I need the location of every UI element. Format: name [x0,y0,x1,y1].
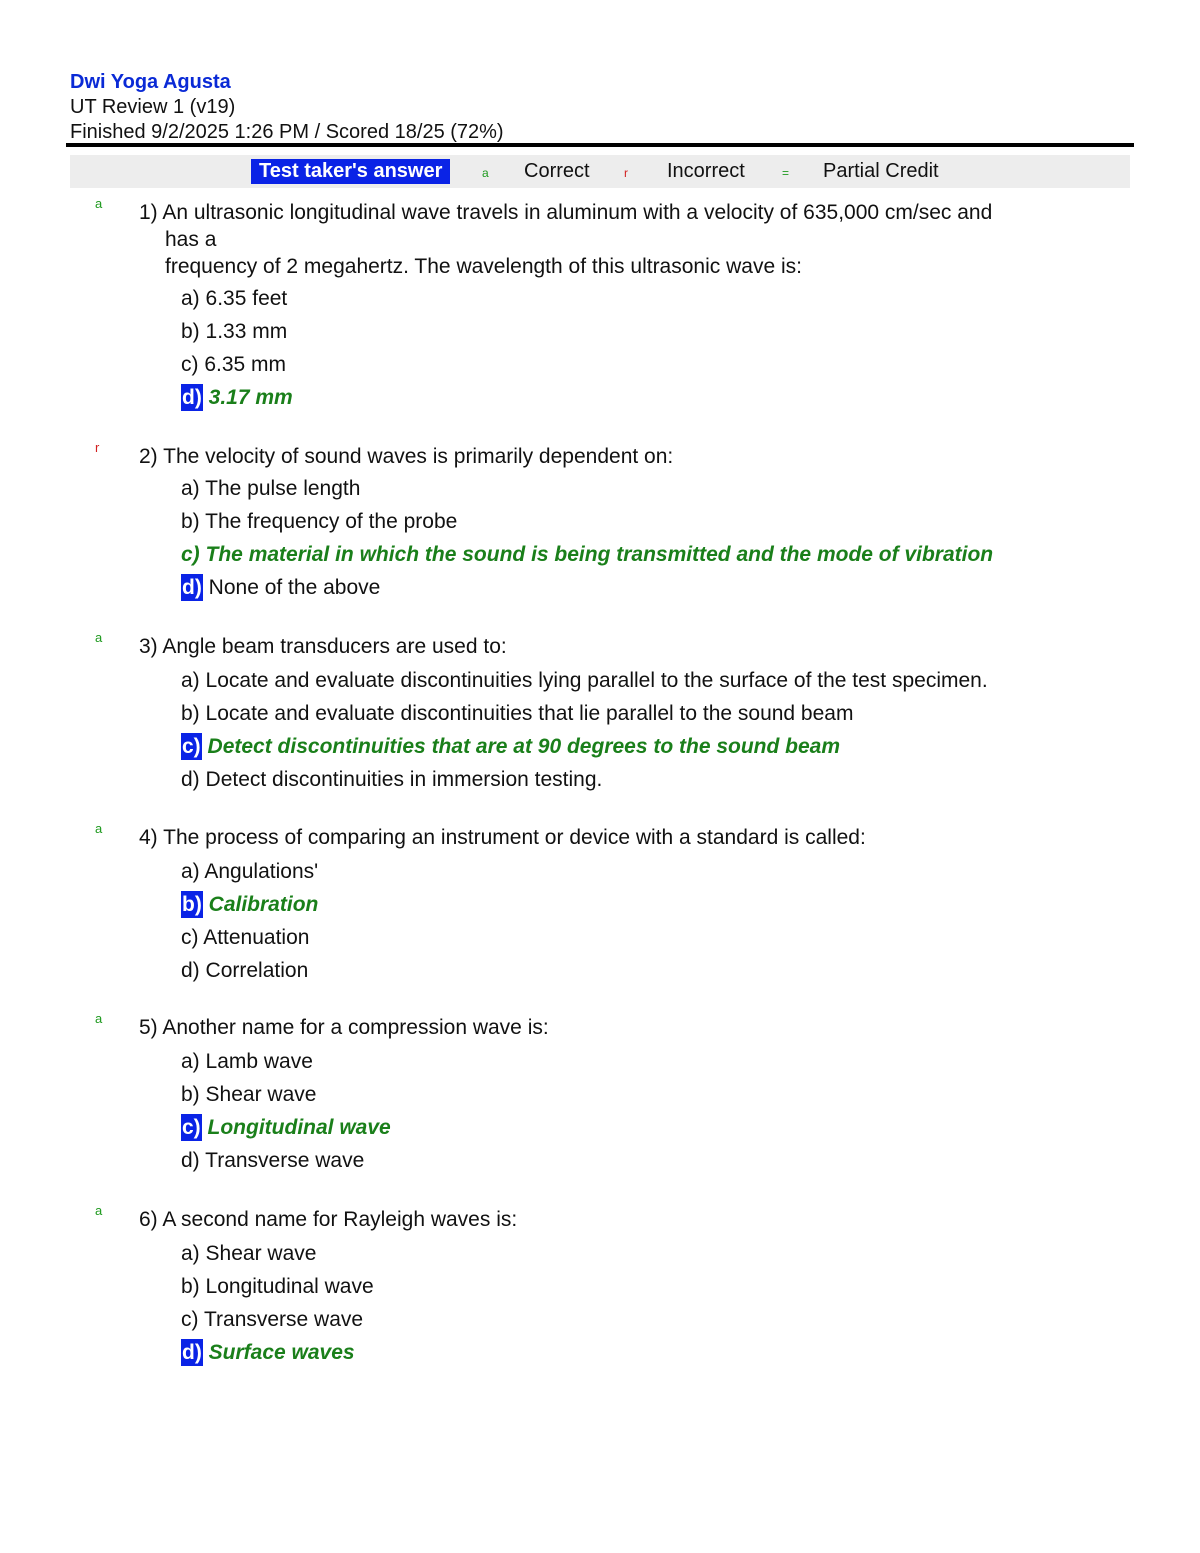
option-text: Detect discontinuities in immersion testing. [205,768,603,791]
partial-credit-mark-icon: = [782,166,790,180]
option-text: Locate and evaluate discontinuities that lie parallel to the sound beam [205,702,854,725]
option-c [181,1306,374,1339]
options-list [181,667,988,799]
option-label: b) [181,702,200,725]
correct-answer-text: 3.17 mm [208,386,293,409]
question-line: has a [165,228,217,251]
option-label: a) [181,477,200,500]
incorrect-mark-icon: r [95,440,100,455]
legend-bar [70,155,1130,188]
option-a [181,667,988,700]
option-text: The pulse length [205,477,361,500]
legend-partial-credit-label: Partial Credit [823,160,939,182]
option-a [181,858,318,891]
option-text: Locate and evaluate discontinuities lying parallel to the surface of the test specimen. [205,669,988,692]
question-text [139,633,1104,660]
test-taker-name: Dwi Yoga Agusta [70,71,231,93]
option-a [181,1048,391,1081]
option-d [181,1147,391,1180]
correct-answer-text: Calibration [208,893,319,916]
option-text: Shear wave [205,1083,317,1106]
question-text [139,824,1104,851]
question-text [139,443,1104,470]
selected-answer-label: d) [182,386,202,409]
option-text: Transverse wave [205,1149,365,1172]
option-d-selected [181,574,993,607]
options-list [181,1240,374,1372]
question-text [139,1206,1104,1233]
question-line: 6) A second name for Rayleigh waves is: [139,1208,518,1231]
option-text: Attenuation [203,926,310,949]
option-c-selected-correct [181,1114,391,1147]
correct-mark-icon: a [482,166,489,180]
option-label: d) [181,1149,200,1172]
options-list [181,858,318,990]
option-text: Transverse wave [203,1308,364,1331]
correct-mark-icon: a [95,1011,103,1026]
question-line: 5) Another name for a compression wave is: [139,1016,549,1039]
selected-answer-label: c) [182,1116,201,1139]
option-c-correct [181,541,993,574]
options-list [181,285,293,417]
option-c [181,924,318,957]
option-text: Shear wave [205,1242,317,1265]
option-label: b) [181,320,200,343]
test-title: UT Review 1 (v19) [70,96,236,118]
option-c [181,351,293,384]
option-text: Angulations' [204,860,319,883]
options-list [181,1048,391,1180]
options-list [181,475,993,607]
correct-answer-text: Detect discontinuities that are at 90 degrees to the sound beam [207,735,841,758]
question-line: frequency of 2 megahertz. The wavelength of this ultrasonic wave is: [165,255,802,278]
option-text: Lamb wave [205,1050,313,1073]
selected-answer-label: d) [182,576,202,599]
option-text: 1.33 mm [205,320,288,343]
selected-answer-label: c) [182,735,201,758]
option-label: c) [181,353,199,376]
option-text: 6.35 mm [204,353,287,376]
option-a [181,475,993,508]
question-text [139,1014,1104,1041]
option-b [181,318,293,351]
legend-test-taker-answer-chip: Test taker's answer [251,159,450,184]
selected-answer-label: d) [182,1341,202,1364]
option-label: d) [181,768,200,791]
option-label: a) [181,860,200,883]
selected-answer-label: b) [182,893,202,916]
option-b [181,508,993,541]
correct-mark-icon: a [95,821,103,836]
option-a [181,285,293,318]
option-text: 6.35 feet [205,287,288,310]
option-d [181,766,988,799]
option-label: c) [181,1308,199,1331]
correct-mark-icon: a [95,196,103,211]
option-label: a) [181,1050,200,1073]
question-line: 3) Angle beam transducers are used to: [139,635,507,658]
option-label: c) [181,926,199,949]
option-text: Correlation [205,959,309,982]
question-text [139,199,1104,280]
question-line: 2) The velocity of sound waves is primarily dependent on: [139,445,674,468]
option-label: b) [181,510,200,533]
option-label: c) [181,543,200,566]
header-divider [66,143,1134,147]
question-line: 1) An ultrasonic longitudinal wave travels in aluminum with a velocity of 635,000 cm/sec and [139,201,993,224]
option-a [181,1240,374,1273]
correct-answer-text: Longitudinal wave [207,1116,391,1139]
option-d-selected-correct [181,1339,374,1372]
option-b [181,1081,391,1114]
option-text: Longitudinal wave [205,1275,374,1298]
option-label: a) [181,1242,200,1265]
option-label: b) [181,1275,200,1298]
option-label: d) [181,959,200,982]
option-text: None of the above [208,576,381,599]
option-d [181,957,318,990]
option-label: a) [181,669,200,692]
option-b [181,1273,374,1306]
legend-incorrect-label: Incorrect [667,160,745,182]
legend-correct-label: Correct [524,160,590,182]
correct-mark-icon: a [95,1203,103,1218]
option-b-selected-correct [181,891,318,924]
correct-mark-icon: a [95,630,103,645]
correct-answer-text: The material in which the sound is being transmitted and the mode of vibration [205,543,994,566]
incorrect-mark-icon: r [624,166,628,180]
option-text: The frequency of the probe [205,510,458,533]
option-label: b) [181,1083,200,1106]
question-line: 4) The process of comparing an instrument or device with a standard is called: [139,826,866,849]
correct-answer-text: Surface waves [208,1341,355,1364]
finished-score-line: Finished 9/2/2025 1:26 PM / Scored 18/25 (72%) [70,121,504,143]
option-c-selected-correct [181,733,988,766]
option-d-selected-correct [181,384,293,417]
option-b [181,700,988,733]
option-label: a) [181,287,200,310]
